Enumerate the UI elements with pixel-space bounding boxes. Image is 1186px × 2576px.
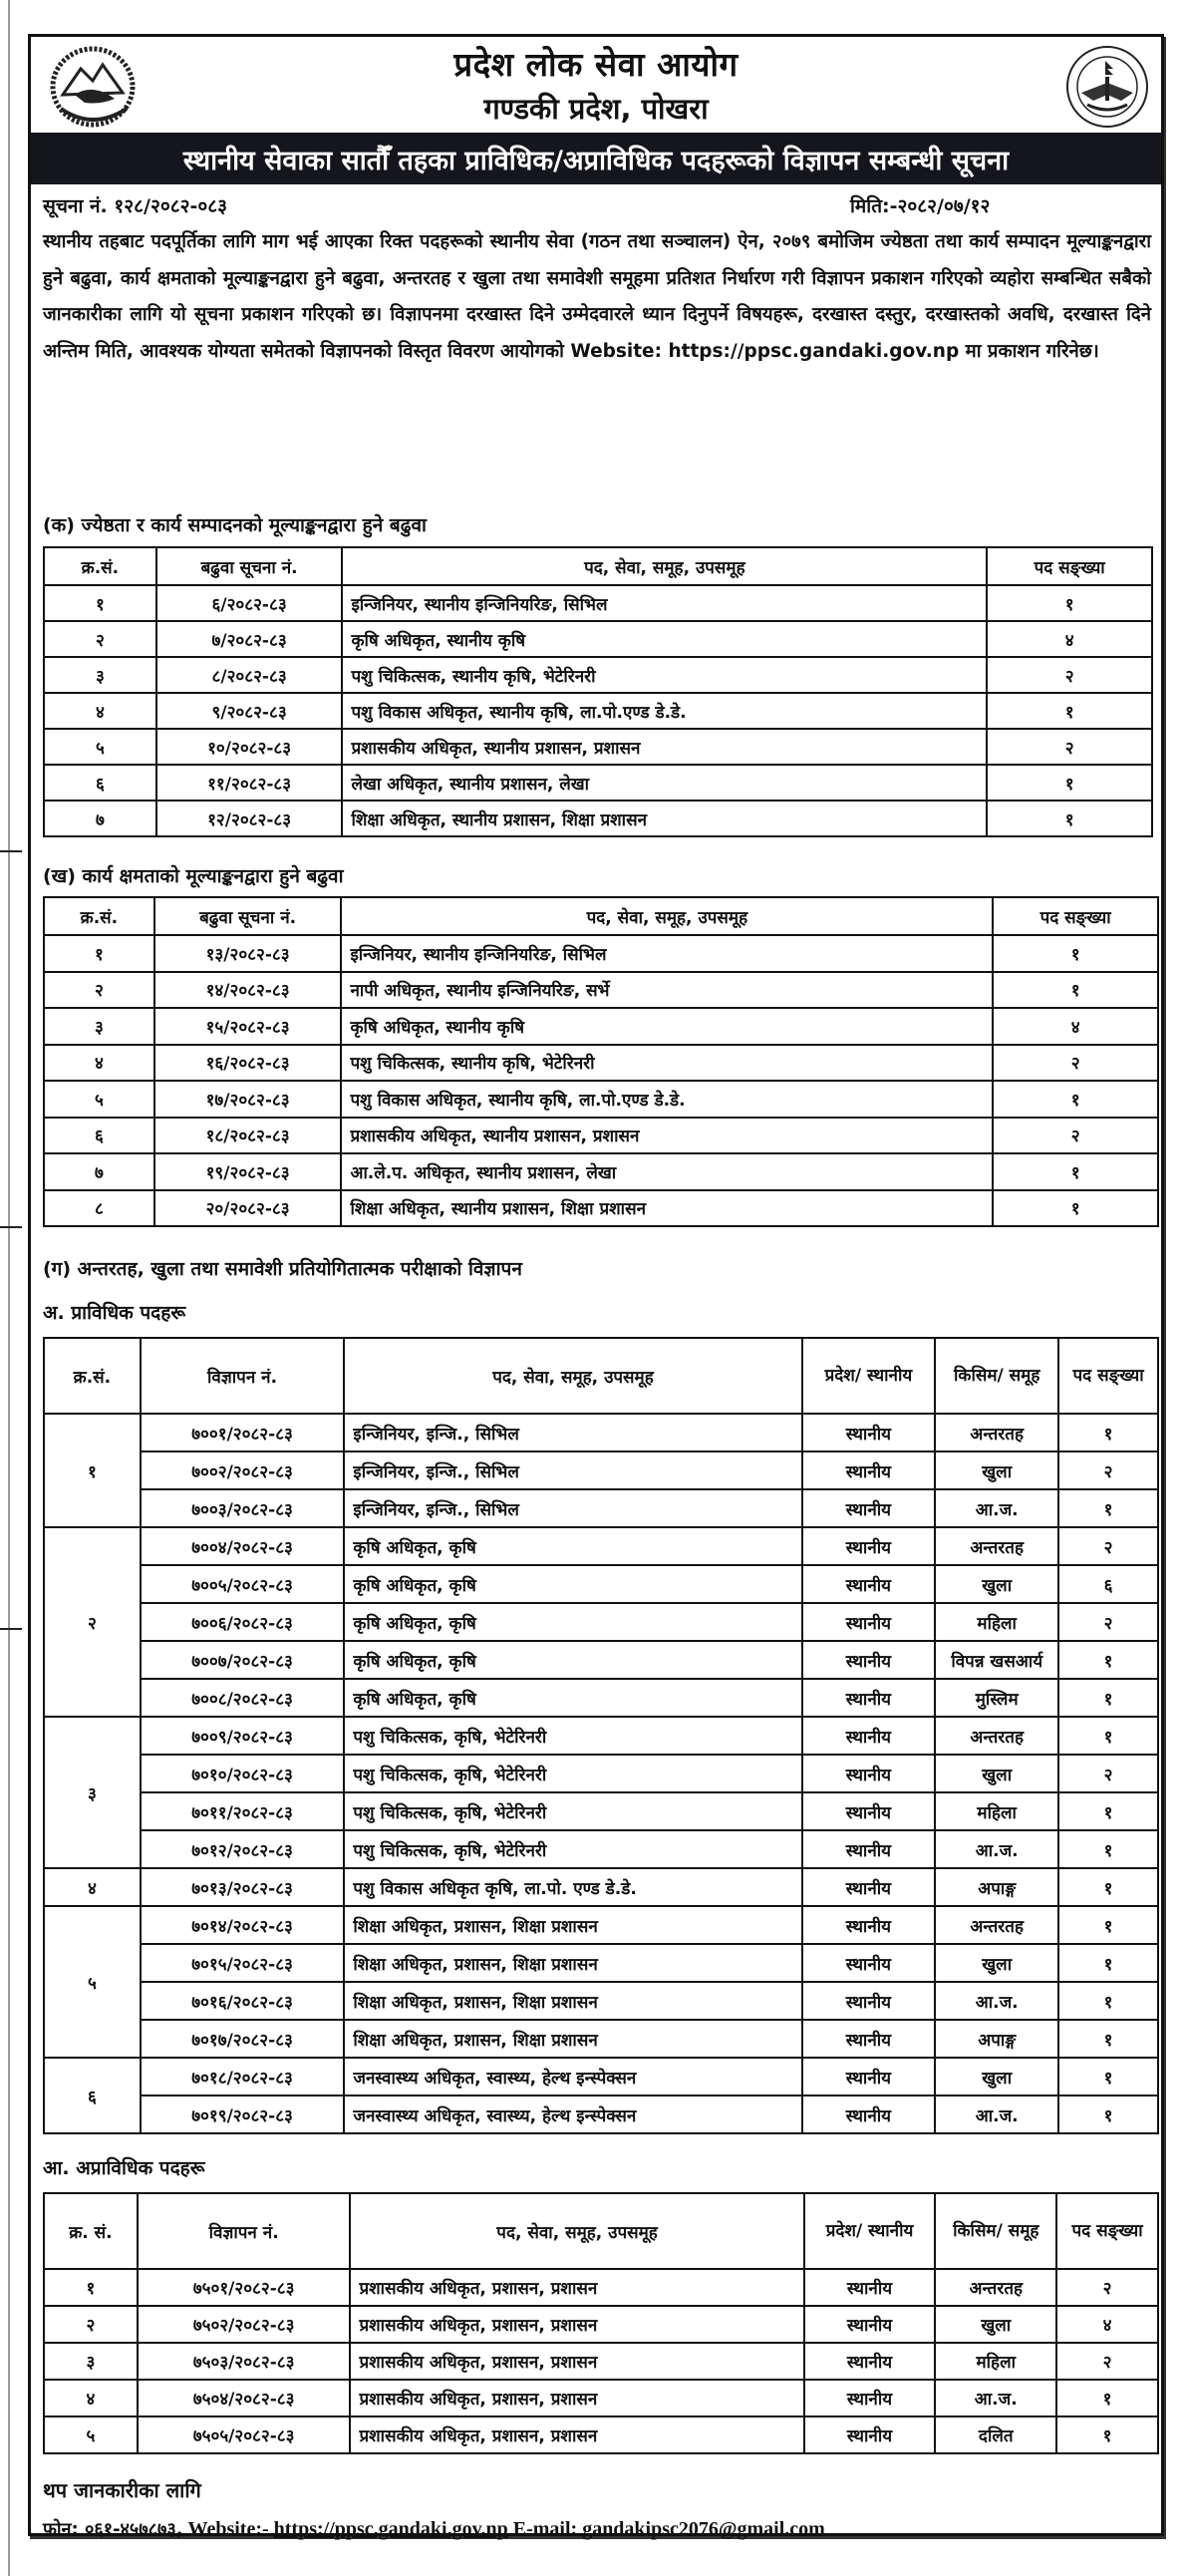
table-row [44, 1008, 1158, 1045]
table-cell: ७५०३/२०८२-८३ [138, 2343, 351, 2380]
table-cell: आ.ज. [935, 2380, 1056, 2416]
intro-paragraph: स्थानीय तहबाट पदपूर्तिका लागि माग भई आएका रिक्त पदहरूको स्थानीय सेवा (गठन तथा सञ्चालन) ऐन, २०७९ बमोजिम ज्येष्ठता तथा कार्य सम्पादन मूल्याङ्कनद्वारा हुने बढुवा, कार्य क्षमताको मूल्याङ्कनद्वारा हुने बढुवा, अन्तरतह र खुला तथा समावेशी समूहमा प्रतिशत निर्धारण गरी विज्ञापन प्रकाशन गरिएको व्यहोरा सम्बन्धित सबैको जानकारीका लागि यो सूचना प्रकाशन गरिएको छ। विज्ञापनमा दरखास्त दिने उम्मेदवारले ध्यान दिनुपर्ने विषयहरू, दरखास्त दस्तुर, दरखास्तको अवधि, दरखास्त दिने अन्तिम मिति, आवश्यक योग्यता समेतको विज्ञापनको विस्तृत विवरण आयोगको Website: https://ppsc.gandaki.gov.np मा प्रकाशन गरिनेछ। [43, 231, 1151, 363]
table-cell: ४ [44, 1045, 154, 1082]
table-cell: अन्तरतह [935, 1414, 1058, 1451]
table-row [44, 2020, 1158, 2058]
table-cell: स्थानीय [802, 1830, 936, 1868]
table-row [44, 2058, 1158, 2095]
table-cell: ७०१९/२०८२-८३ [141, 2095, 345, 2133]
table-cell: ७००६/२०८२-८३ [141, 1603, 345, 1641]
table-row [44, 1868, 1158, 1906]
table-cell: कृषि अधिकृत, कृषि [344, 1565, 801, 1603]
col-sn: क्र. सं. [44, 2193, 138, 2269]
table-row [44, 1451, 1158, 1489]
table-cell: ३ [44, 2343, 138, 2380]
table-row [44, 1190, 1158, 1227]
table-cell: स्थानीय [802, 1527, 936, 1565]
col-count: पद सङ्ख्या [1058, 1338, 1158, 1414]
table-cell: अन्तरतह [935, 1527, 1058, 1565]
table-cell: ७५०५/२०८२-८३ [138, 2416, 351, 2453]
table-row [44, 2416, 1158, 2453]
table-cell: कृषि अधिकृत, स्थानीय कृषि [341, 1008, 993, 1045]
table-cell: ६ [44, 1118, 154, 1154]
table-cell: ७५०१/२०८२-८३ [138, 2269, 351, 2306]
col-ad-no: विज्ञापन नं. [141, 1338, 345, 1414]
table-cell: इन्जिनियर, इन्जि., सिभिल [344, 1451, 801, 1489]
table-cell: विपन्न खसआर्य [935, 1641, 1058, 1679]
table-cell: १ [987, 801, 1152, 836]
table-cell: ७५०२/२०८२-८३ [138, 2306, 351, 2343]
table-cell: १ [1058, 2020, 1158, 2058]
table-cell: २ [1058, 1451, 1158, 1489]
table-cell: स्थानीय [802, 1451, 936, 1489]
table-cell: १ [1058, 1717, 1158, 1755]
table-cell: २ [1056, 2343, 1158, 2380]
table-cell: १ [1058, 1679, 1158, 1717]
table-row [44, 657, 1152, 693]
table-cell: स्थानीय [802, 1414, 936, 1451]
table-cell: स्थानीय [802, 1717, 936, 1755]
table-cell: १ [1058, 1868, 1158, 1906]
table-row [44, 1906, 1158, 1944]
table-cell: १ [44, 2269, 138, 2306]
table-cell: २ [993, 1118, 1158, 1154]
table-cell: आ.ज. [935, 1489, 1058, 1527]
table-cell: ७ [44, 801, 156, 836]
table-cell: इन्जिनियर, स्थानीय इन्जिनियरिङ, सिभिल [342, 585, 987, 621]
table-cell: २ [1058, 1755, 1158, 1792]
col-sn: क्र.सं. [44, 1338, 141, 1414]
table-cell: ७/२०८२-८३ [156, 621, 343, 657]
non-technical-posts-title: आ. अप्राविधिक पदहरू [43, 2157, 205, 2179]
table-cell: कृषि अधिकृत, कृषि [344, 1527, 801, 1565]
table-cell: ३ [44, 1008, 154, 1045]
serial-number-cell: ६ [44, 2058, 141, 2133]
table-cell: स्थानीय [802, 2020, 936, 2058]
table-cell: १ [1058, 1830, 1158, 1868]
table-cell: पशु विकास अधिकृत, स्थानीय कृषि, ला.पो.एण्ड डे.डे. [342, 693, 987, 729]
table-cell: ३ [44, 657, 156, 693]
table-cell: ६ [1058, 1565, 1158, 1603]
table-cell: १ [987, 585, 1152, 621]
edge-tick [0, 1628, 22, 1630]
table-row [44, 1679, 1158, 1717]
section-ka-title: (क) ज्येष्ठता र कार्य सम्पादनको मूल्याङ्कनद्वारा हुने बढुवा [43, 514, 427, 536]
table-cell: १ [993, 1153, 1158, 1190]
table-cell: ४ [993, 1008, 1158, 1045]
table-cell: जनस्वास्थ्य अधिकृत, स्वास्थ्य, हेल्थ इन्स्पेक्सन [344, 2058, 801, 2095]
table-cell: १ [1058, 1489, 1158, 1527]
table-cell: खुला [935, 1755, 1058, 1792]
table-cell: स्थानीय [802, 2058, 936, 2095]
table-row [44, 1118, 1158, 1154]
table-cell: शिक्षा अधिकृत, प्रशासन, शिक्षा प्रशासन [344, 1906, 801, 1944]
table-row [44, 972, 1158, 1009]
table-row [44, 621, 1152, 657]
seniority-promotion-table [43, 546, 1153, 837]
table-cell: पशु चिकित्सक, कृषि, भेटेरिनरी [344, 1792, 801, 1830]
table-cell: ७ [44, 1153, 154, 1190]
table-cell: ६/२०८२-८३ [156, 585, 343, 621]
commission-location: गण्डकी प्रदेश, पोखरा [483, 92, 709, 126]
table-cell: प्रशासकीय अधिकृत, प्रशासन, प्रशासन [350, 2343, 803, 2380]
table-cell: शिक्षा अधिकृत, स्थानीय प्रशासन, शिक्षा प्रशासन [341, 1190, 993, 1227]
technical-posts-title: अ. प्राविधिक पदहरू [43, 1302, 186, 1324]
table-row [44, 801, 1152, 836]
table-cell: १ [1058, 1944, 1158, 1982]
table-cell: स्थानीय [804, 2380, 936, 2416]
table-row [44, 729, 1152, 765]
table-cell: ७०१८/२०८२-८३ [141, 2058, 345, 2095]
table-cell: आ.ज. [935, 1982, 1058, 2020]
table-cell: १ [44, 935, 154, 972]
table-cell: १५/२०८२-८३ [154, 1008, 342, 1045]
psc-seal-icon [1061, 43, 1153, 129]
table-cell: ४ [1056, 2306, 1158, 2343]
table-cell: २ [1058, 1527, 1158, 1565]
table-cell: इन्जिनियर, इन्जि., सिभिल [344, 1414, 801, 1451]
table-row [44, 585, 1152, 621]
notice-date: मिति:-२०८२/०७/१२ [850, 195, 991, 217]
table-cell: १ [1058, 1792, 1158, 1830]
col-notice-no: बढुवा सूचना नं. [154, 897, 342, 935]
table-cell: प्रशासकीय अधिकृत, प्रशासन, प्रशासन [350, 2306, 803, 2343]
section-ga-title: (ग) अन्तरतह, खुला तथा समावेशी प्रतियोगितात्मक परीक्षाको विज्ञापन [43, 1258, 522, 1280]
table-cell: ५ [44, 1081, 154, 1118]
table-cell: स्थानीय [802, 1603, 936, 1641]
table-cell: महिला [935, 1792, 1058, 1830]
table-cell: ७०१२/२०८२-८३ [141, 1830, 345, 1868]
table-row [44, 1755, 1158, 1792]
table-cell: ७०१७/२०८२-८३ [141, 2020, 345, 2058]
table-cell: १३/२०८२-८३ [154, 935, 342, 972]
table-cell: १ [1058, 1906, 1158, 1944]
table-cell: ७०१४/२०८२-८३ [141, 1906, 345, 1944]
table-cell: १ [993, 972, 1158, 1009]
table-cell: १ [1058, 2058, 1158, 2095]
table-cell: स्थानीय [802, 1906, 936, 1944]
table-cell: ८ [44, 1190, 154, 1227]
table-cell: स्थानीय [802, 1755, 936, 1792]
section-kha-title: (ख) कार्य क्षमताको मूल्याङ्कनद्वारा हुने बढुवा [43, 865, 344, 887]
table-cell: ७००७/२०८२-८३ [141, 1641, 345, 1679]
table-cell: लेखा अधिकृत, स्थानीय प्रशासन, लेखा [342, 765, 987, 801]
table-cell: ७०१६/२०८२-८३ [141, 1982, 345, 2020]
table-cell: खुला [935, 2306, 1056, 2343]
table-row [44, 2380, 1158, 2416]
table-cell: प्रशासकीय अधिकृत, प्रशासन, प्रशासन [350, 2380, 803, 2416]
table-cell: खुला [935, 2058, 1058, 2095]
table-cell: ७००२/२०८२-८३ [141, 1451, 345, 1489]
table-cell: १७/२०८२-८३ [154, 1081, 342, 1118]
table-cell: १ [1056, 2380, 1158, 2416]
table-cell: २०/२०८२-८३ [154, 1190, 342, 1227]
table-cell: ८/२०८२-८३ [156, 657, 343, 693]
table-cell: स्थानीय [802, 1641, 936, 1679]
table-cell: कृषि अधिकृत, कृषि [344, 1679, 801, 1717]
table-cell: कृषि अधिकृत, कृषि [344, 1603, 801, 1641]
table-cell: २ [993, 1045, 1158, 1082]
table-cell: १ [1058, 1641, 1158, 1679]
table-cell: दलित [935, 2416, 1056, 2453]
table-cell: महिला [935, 2343, 1056, 2380]
table-row [44, 1153, 1158, 1190]
table-cell: पशु चिकित्सक, कृषि, भेटेरिनरी [344, 1830, 801, 1868]
table-row [44, 1603, 1158, 1641]
table-cell: ७००१/२०८२-८३ [141, 1414, 345, 1451]
table-cell: स्थानीय [802, 1489, 936, 1527]
col-type-group: किसिम/ समूह [935, 1338, 1058, 1414]
table-cell: मुस्लिम [935, 1679, 1058, 1717]
col-post: पद, सेवा, समूह, उपसमूह [344, 1338, 801, 1414]
table-cell: स्थानीय [804, 2269, 936, 2306]
email-label: E-mail: [512, 2518, 578, 2540]
table-cell: ७००५/२०८२-८३ [141, 1565, 345, 1603]
table-cell: १ [1058, 1414, 1158, 1451]
table-cell: पशु विकास अधिकृत कृषि, ला.पो. एण्ड डे.डे. [344, 1868, 801, 1906]
serial-number-cell: ३ [44, 1717, 141, 1868]
table-cell: इन्जिनियर, स्थानीय इन्जिनियरिङ, सिभिल [341, 935, 993, 972]
table-cell: २ [44, 2306, 138, 2343]
col-count: पद सङ्ख्या [1056, 2193, 1158, 2269]
table-row [44, 935, 1158, 972]
table-cell: १ [987, 765, 1152, 801]
table-cell: १ [987, 693, 1152, 729]
table-cell: स्थानीय [802, 1982, 936, 2020]
table-cell: २ [987, 729, 1152, 765]
col-notice-no: बढुवा सूचना नं. [156, 547, 343, 585]
table-cell: १ [1056, 2416, 1158, 2453]
table-cell: २ [987, 657, 1152, 693]
table-cell: स्थानीय [802, 1565, 936, 1603]
table-cell: शिक्षा अधिकृत, प्रशासन, शिक्षा प्रशासन [344, 1982, 801, 2020]
table-cell: १०/२०८२-८३ [156, 729, 343, 765]
table-cell: आ.ज. [935, 2095, 1058, 2133]
table-cell: ७०१३/२०८२-८३ [141, 1868, 345, 1906]
table-cell: ४ [44, 2380, 138, 2416]
table-cell: १ [44, 585, 156, 621]
table-cell: ७०१०/२०८२-८३ [141, 1755, 345, 1792]
table-cell: ४ [44, 693, 156, 729]
table-cell: ७०११/२०८२-८३ [141, 1792, 345, 1830]
table-cell: १४/२०८२-८३ [154, 972, 342, 1009]
table-cell: पशु चिकित्सक, स्थानीय कृषि, भेटेरिनरी [341, 1045, 993, 1082]
table-cell: ६ [44, 765, 156, 801]
col-post: पद, सेवा, समूह, उपसमूह [350, 2193, 803, 2269]
table-cell: अपाङ्ग [935, 2020, 1058, 2058]
col-sn: क्र.सं. [44, 547, 156, 585]
table-cell: इन्जिनियर, इन्जि., सिभिल [344, 1489, 801, 1527]
table-cell: पशु चिकित्सक, स्थानीय कृषि, भेटेरिनरी [342, 657, 987, 693]
table-cell: शिक्षा अधिकृत, प्रशासन, शिक्षा प्रशासन [344, 1944, 801, 1982]
table-cell: प्रशासकीय अधिकृत, स्थानीय प्रशासन, प्रशासन [342, 729, 987, 765]
serial-number-cell: ५ [44, 1906, 141, 2058]
table-cell: पशु चिकित्सक, कृषि, भेटेरिनरी [344, 1717, 801, 1755]
table-row [44, 1641, 1158, 1679]
table-cell: १ [993, 935, 1158, 972]
table-cell: १८/२०८२-८३ [154, 1118, 342, 1154]
table-cell: प्रशासकीय अधिकृत, स्थानीय प्रशासन, प्रशासन [341, 1118, 993, 1154]
table-cell: प्रशासकीय अधिकृत, प्रशासन, प्रशासन [350, 2416, 803, 2453]
table-cell: खुला [935, 1451, 1058, 1489]
page-edge [8, 0, 10, 2576]
col-count: पद सङ्ख्या [993, 897, 1158, 935]
table-row [44, 1717, 1158, 1755]
table-cell: ५ [44, 729, 156, 765]
footer-contact [43, 2517, 825, 2541]
table-cell: जनस्वास्थ्य अधिकृत, स्वास्थ्य, हेल्थ इन्स्पेक्सन [344, 2095, 801, 2133]
footer-title: थप जानकारीका लागि [43, 2478, 201, 2502]
table-cell: स्थानीय [804, 2416, 936, 2453]
table-row [44, 2343, 1158, 2380]
table-cell: ७००८/२०८२-८३ [141, 1679, 345, 1717]
col-province-local: प्रदेश/ स्थानीय [802, 1338, 936, 1414]
table-row [44, 1081, 1158, 1118]
table-cell: स्थानीय [802, 1944, 936, 1982]
table-row [44, 1489, 1158, 1527]
table-row [44, 1565, 1158, 1603]
non-technical-posts-table [43, 2192, 1159, 2454]
table-cell: कृषि अधिकृत, स्थानीय कृषि [342, 621, 987, 657]
table-row [44, 765, 1152, 801]
col-type-group: किसिम/ समूह [935, 2193, 1056, 2269]
col-sn: क्र.सं. [44, 897, 154, 935]
notice-number: सूचना नं. १२८/२०८२-०८३ [43, 195, 227, 217]
table-cell: ७००३/२०८२-८३ [141, 1489, 345, 1527]
table-cell: स्थानीय [802, 1679, 936, 1717]
table-cell: पशु विकास अधिकृत, स्थानीय कृषि, ला.पो.एण्ड डे.डे. [341, 1081, 993, 1118]
table-cell: ७००४/२०८२-८३ [141, 1527, 345, 1565]
table-cell: २ [44, 621, 156, 657]
table-cell: २ [1058, 1603, 1158, 1641]
col-ad-no: विज्ञापन नं. [138, 2193, 351, 2269]
table-cell: स्थानीय [802, 2095, 936, 2133]
table-cell: अपाङ्ग [935, 1868, 1058, 1906]
table-cell: स्थानीय [802, 1792, 936, 1830]
table-cell: ९/२०८२-८३ [156, 693, 343, 729]
phone-number: फोन: ०६१-४५७८७३, [43, 2519, 183, 2540]
col-post: पद, सेवा, समूह, उपसमूह [342, 547, 987, 585]
table-cell: १ [993, 1081, 1158, 1118]
table-row [44, 1792, 1158, 1830]
table-cell: शिक्षा अधिकृत, प्रशासन, शिक्षा प्रशासन [344, 2020, 801, 2058]
table-row [44, 1527, 1158, 1565]
table-row [44, 1045, 1158, 1082]
table-cell: अन्तरतह [935, 1717, 1058, 1755]
table-cell: अन्तरतह [935, 2269, 1056, 2306]
table-cell: ११/२०८२-८३ [156, 765, 343, 801]
table-cell: प्रशासकीय अधिकृत, प्रशासन, प्रशासन [350, 2269, 803, 2306]
table-cell: स्थानीय [804, 2306, 936, 2343]
commission-title: प्रदेश लोक सेवा आयोग [453, 45, 739, 84]
table-cell: महिला [935, 1603, 1058, 1641]
notice-meta [43, 190, 1149, 220]
table-row [44, 2095, 1158, 2133]
table-cell: १ [1058, 1982, 1158, 2020]
competency-promotion-table [43, 896, 1159, 1227]
table-row [44, 693, 1152, 729]
table-cell: १९/२०८२-८३ [154, 1153, 342, 1190]
table-cell: आ.ले.प. अधिकृत, स्थानीय प्रशासन, लेखा [341, 1153, 993, 1190]
table-cell: १ [1058, 2095, 1158, 2133]
edge-tick [0, 1226, 22, 1228]
table-cell: ७००९/२०८२-८३ [141, 1717, 345, 1755]
notice-document [28, 34, 1164, 2540]
table-cell: ४ [987, 621, 1152, 657]
serial-number-cell: १ [44, 1414, 141, 1527]
table-cell: नापी अधिकृत, स्थानीय इन्जिनियरिङ, सर्भे [341, 972, 993, 1009]
technical-posts-table [43, 1337, 1159, 2134]
notice-banner: स्थानीय सेवाका सातौँ तहका प्राविधिक/अप्राविधिक पदहरूको विज्ञापन सम्बन्धी सूचना [31, 133, 1161, 184]
table-cell: २ [1056, 2269, 1158, 2306]
table-cell: ५ [44, 2416, 138, 2453]
table-cell: पशु चिकित्सक, कृषि, भेटेरिनरी [344, 1755, 801, 1792]
table-cell: स्थानीय [804, 2343, 936, 2380]
table-cell: खुला [935, 1944, 1058, 1982]
table-row [44, 1982, 1158, 2020]
table-cell: १६/२०८२-८३ [154, 1045, 342, 1082]
col-post: पद, सेवा, समूह, उपसमूह [341, 897, 993, 935]
serial-number-cell: २ [44, 1527, 141, 1717]
table-cell: कृषि अधिकृत, कृषि [344, 1641, 801, 1679]
col-count: पद सङ्ख्या [987, 547, 1152, 585]
table-cell: अन्तरतह [935, 1906, 1058, 1944]
col-province-local: प्रदेश/ स्थानीय [804, 2193, 936, 2269]
table-cell: स्थानीय [802, 1868, 936, 1906]
table-cell: आ.ज. [935, 1830, 1058, 1868]
document-header [31, 37, 1161, 133]
table-row [44, 1830, 1158, 1868]
table-cell: खुला [935, 1565, 1058, 1603]
table-cell: शिक्षा अधिकृत, स्थानीय प्रशासन, शिक्षा प्रशासन [342, 801, 987, 836]
serial-number-cell: ४ [44, 1868, 141, 1906]
table-row [44, 1944, 1158, 1982]
table-cell: १ [993, 1190, 1158, 1227]
table-cell: २ [44, 972, 154, 1009]
email-link[interactable]: gandakipsc2076@gmail.com [582, 2518, 825, 2540]
table-row [44, 2269, 1158, 2306]
table-cell: ७०१५/२०८२-८३ [141, 1944, 345, 1982]
website-link[interactable]: https://ppsc.gandaki.gov.np [273, 2518, 508, 2540]
table-row [44, 2306, 1158, 2343]
edge-tick [0, 850, 22, 852]
table-cell: ७५०४/२०८२-८३ [138, 2380, 351, 2416]
table-cell: १२/२०८२-८३ [156, 801, 343, 836]
table-row [44, 1414, 1158, 1451]
website-label: Website:- [187, 2518, 269, 2540]
